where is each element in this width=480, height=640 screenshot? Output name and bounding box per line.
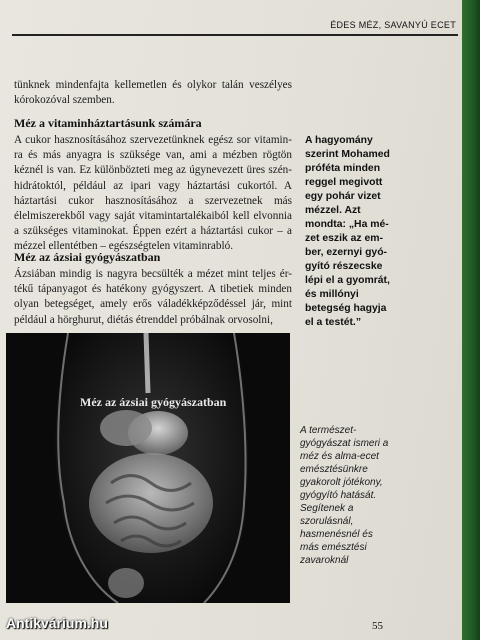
section-heading-asia: Méz az ázsiai gyógyászatban — [14, 250, 161, 264]
asia-paragraph: Ázsiában mindig is nagyra becsülték a mézet mint teljes ér-tékű tápanyagot és hatékony gyógyszert. A tibetiek minden olyan betegséget, amely erős váladékképződéssel jár, mint például a hörghurut, diétás étrenddel próbálnak orvosolni, — [14, 268, 292, 326]
page-number: 55 — [372, 620, 383, 632]
figure-label: Méz az ázsiai gyógyászatban — [80, 395, 227, 409]
anatomy-illustration — [6, 333, 290, 603]
torso-digestive-image — [6, 333, 290, 603]
running-head: ÉDES MÉZ, SAVANYÚ ECET — [330, 20, 456, 30]
section-heading-vitamin: Méz a vitaminháztartásunk számára — [14, 116, 202, 130]
header-rule — [12, 34, 458, 36]
sidebar-quote: A hagyomány szerint Mohamed próféta minden reggel megivott egy pohár vizet mézzel. Azt mondta: „Ha mé-zet eszik az em-ber, ezernyi gyó-gyító részecske lépi el a gyomrát, és millónyi betegség hagyja el a testét.” — [305, 135, 390, 328]
book-cover-edge — [462, 0, 480, 640]
watermark-logo: Antikvárium.hu — [6, 615, 108, 631]
figure-caption: A természet-gyógyászat ismeri a méz és alma-ecet emésztésünkre gyakorolt jótékony, gyógyító hatását. Segítenek a szorulásnál, hasmenésnél és más emésztési zavaroknál — [300, 425, 389, 566]
vitamin-paragraph: A cukor hasznosításához szervezetünknek egész sor vitamin-ra és más anyagra is szüksége van, ami a mézben rögtön kéznél is van. Ez különbözteti meg az úgynevezett üres szén-hidrátoktól, például az ipari vagy háztartási cukortól. A háztartási cukor hasznosításához a szervezetnek más élelmiszerekből vagy saját vitamintartalékaiból kell elvonnia a szükséges vitaminokat. Éppen ezért a háztartási cukor – a mézzel ellentétben – egészségtelen vitaminrabló. — [14, 134, 292, 253]
intro-paragraph: tünknek mindenfajta kellemetlen és olykor talán veszélyes kórokozóval szemben. — [14, 79, 292, 107]
